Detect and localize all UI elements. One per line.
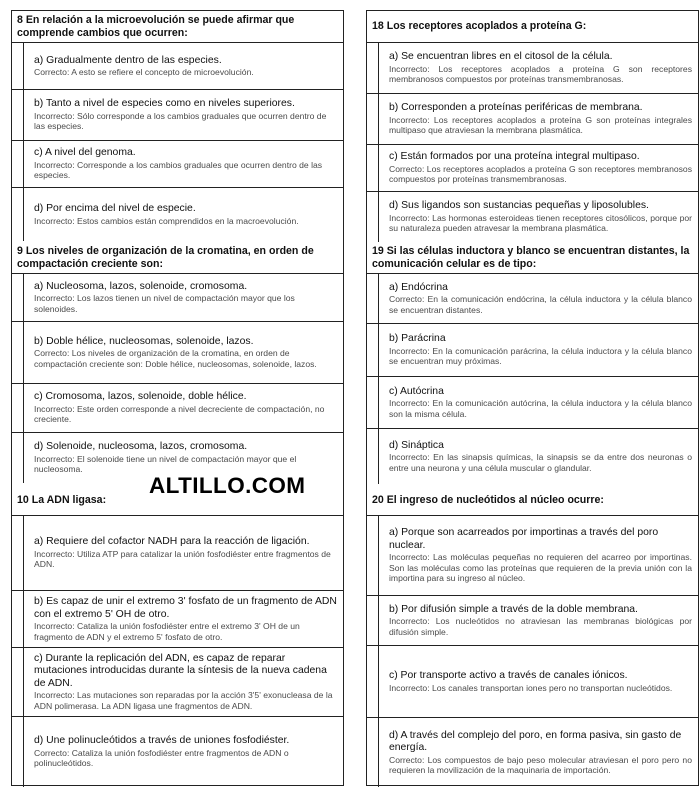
answer-option[interactable]: [12, 384, 343, 433]
option-feedback: Correcto: Los compuestos de bajo peso molecular atraviesan el poro pero no requieren la movilización de la maquinaria de importación.: [389, 754, 692, 776]
option-text: c) Están formados por una proteína integral multipaso.: [389, 151, 640, 163]
right-column: [366, 10, 699, 786]
option-feedback: Correcto: En la comunicación endócrina, la célula inductora y la célula blanco se encuentran distantes.: [389, 294, 692, 315]
option-feedback: Incorrecto: Estos cambios están comprendidos en la macroevolución.: [34, 215, 299, 226]
option-feedback: Incorrecto: En la comunicación parácrina, la célula inductora y la célula blanco se encuentran muy próximas.: [389, 345, 692, 367]
option-feedback: Incorrecto: Utiliza ATP para catalizar la unión fosfodiéster entre fragmentos de ADN.: [34, 548, 331, 570]
question-title: 9 Los niveles de organización de la cromatina, en orden de compactación creciente son:: [12, 242, 343, 274]
option-text: a) Nucleosoma, lazos, solenoide, cromosoma.: [34, 280, 248, 292]
option-feedback: Incorrecto: Los receptores acoplados a proteína G son receptores membranosos compuestos por proteínas transmembranosas.: [389, 63, 692, 85]
question-10: [12, 484, 343, 787]
answer-option[interactable]: [12, 90, 343, 141]
answer-option[interactable]: [367, 646, 698, 718]
option-text: b) Corresponden a proteínas periféricas de membrana.: [389, 102, 643, 114]
option-text: c) Por transporte activo a través de canales iónicos.: [389, 670, 628, 681]
option-feedback: Incorrecto: Los receptores acoplados a proteína G son proteínas integrales multipaso que atraviesan la membrana plasmática.: [389, 114, 692, 136]
option-feedback: Incorrecto: En las sinapsis químicas, la sinapsis se da entre dos neuronas o entre una neurona y una célula muscular o glandular.: [389, 452, 692, 473]
answer-option[interactable]: [367, 274, 698, 324]
answer-option[interactable]: [367, 43, 698, 94]
answer-option[interactable]: [12, 141, 343, 188]
option-feedback: Incorrecto: Los canales transportan iones pero no transportan nucleótidos.: [389, 682, 673, 693]
option-feedback: Correcto: Los niveles de organización de la cromatina, en orden de compactación creciente son: Doble hélice, nucleosomas, solenoide, lazos.: [34, 348, 317, 369]
option-text: b) Parácrina: [389, 333, 446, 345]
answer-option[interactable]: [367, 596, 698, 646]
option-text: b) Por difusión simple a través de la doble membrana.: [389, 603, 638, 615]
option-text: b) Es capaz de unir el extremo 3' fosfato de un fragmento de ADN con el extremo 5' OH de otro.: [34, 596, 337, 620]
option-text: c) Durante la replicación del ADN, es capaz de reparar mutaciones introducidas durante la síntesis de la nueva cadena de ADN.: [34, 652, 327, 689]
option-feedback: Incorrecto: Cataliza la unión fosfodiéster entre el extremo 3' OH de un fragmento de ADN y el extremo 5' fosfato de otro.: [34, 621, 300, 642]
answer-option[interactable]: [367, 377, 698, 429]
question-title: 19 Si las células inductora y blanco se encuentran distantes, la comunicación celular es de tipo:: [367, 242, 698, 274]
option-text: a) Gradualmente dentro de las especies.: [34, 54, 222, 66]
option-feedback: Incorrecto: El solenoide tiene un nivel de compactación mayor que el nucleosoma.: [34, 453, 297, 475]
answer-option[interactable]: [367, 516, 698, 596]
option-text: a) Se encuentran libres en el citosol de la célula.: [389, 51, 613, 63]
option-text: a) Requiere del cofactor NADH para la reacción de ligación.: [34, 536, 310, 548]
question-20: [367, 484, 698, 787]
option-text: b) Doble hélice, nucleosomas, solenoide, lazos.: [34, 335, 254, 347]
answer-option[interactable]: [12, 648, 343, 717]
option-text: d) Solenoide, nucleosoma, lazos, cromosoma.: [34, 441, 248, 453]
option-feedback: Incorrecto: En la comunicación autócrina, la célula inductora y la célula blanco son la misma célula.: [389, 398, 692, 419]
answer-option[interactable]: [12, 188, 343, 241]
option-feedback: Correcto: A esto se refiere el concepto de microevolución.: [34, 67, 254, 78]
answer-option[interactable]: [367, 324, 698, 377]
answer-option[interactable]: [12, 516, 343, 591]
option-text: d) A través del complejo del poro, en forma pasiva, sin gasto de energía.: [389, 729, 682, 754]
question-8: [12, 11, 343, 243]
option-text: c) Cromosoma, lazos, solenoide, doble hélice.: [34, 391, 247, 403]
answer-option[interactable]: [367, 145, 698, 192]
question-title: 8 En relación a la microevolución se puede afirmar que comprende cambios que ocurren:: [12, 11, 343, 43]
answer-option[interactable]: [367, 192, 698, 242]
answer-option[interactable]: [367, 429, 698, 484]
option-feedback: Correcto: Cataliza la unión fosfodiéster entre fragmentos de ADN o polinucleótidos.: [34, 747, 289, 769]
option-text: b) Tanto a nivel de especies como en niveles superiores.: [34, 98, 295, 110]
option-feedback: Incorrecto: Sólo corresponde a los cambios graduales que ocurren dentro de las especies.: [34, 110, 327, 132]
left-column: [11, 10, 344, 786]
question-title: 18 Los receptores acoplados a proteína G:: [367, 11, 698, 43]
option-text: c) A nivel del genoma.: [34, 147, 136, 159]
question-19: [367, 242, 698, 485]
answer-option[interactable]: [367, 94, 698, 145]
watermark: ALTILLO.COM: [149, 473, 306, 498]
option-feedback: Incorrecto: Las mutaciones son reparadas por la acción 3'5' exonucleasa de la ADN polimerasa. La ADN ligasa une fragmentos de ADN.: [34, 690, 333, 711]
answer-option[interactable]: [12, 717, 343, 787]
option-feedback: Incorrecto: Las moléculas pequeñas no requieren del acarreo por importinas. Son las moléculas como las proteínas que requieren de la previa unión con la importina para su ingreso al núcleo.: [389, 552, 692, 584]
question-9: [12, 242, 343, 485]
question-title: 10 La ADN ligasa:: [12, 484, 343, 516]
option-feedback: Incorrecto: Los lazos tienen un nivel de compactación mayor que los solenoides.: [34, 293, 295, 314]
option-feedback: Incorrecto: Las hormonas esteroideas tienen receptores citosólicos, porque por su naturaleza pueden atravesar la membrana plasmática.: [389, 212, 692, 234]
option-text: d) Une polinucleótidos a través de uniones fosfodiéster.: [34, 735, 290, 747]
option-feedback: Incorrecto: Este orden corresponde a nivel decreciente de compactación, no creciente.: [34, 403, 325, 425]
option-text: a) Endócrina: [389, 281, 448, 293]
answer-option[interactable]: [12, 591, 343, 648]
option-text: d) Sináptica: [389, 439, 444, 451]
option-feedback: Correcto: Los receptores acoplados a proteína G son receptores membranosos compuestos por proteínas transmembranosas.: [389, 163, 692, 185]
option-text: c) Autócrina: [389, 385, 444, 397]
answer-option[interactable]: [12, 322, 343, 384]
option-text: a) Porque son acarreados por importinas a través del poro nuclear.: [389, 527, 659, 551]
option-text: d) Sus ligandos son sustancias pequeñas y liposolubles.: [389, 200, 649, 212]
option-text: d) Por encima del nivel de especie.: [34, 203, 196, 214]
option-feedback: Incorrecto: Corresponde a los cambios graduales que ocurren dentro de las especies.: [34, 159, 323, 181]
option-feedback: Incorrecto: Los nucleótidos no atraviesan las membranas biológicas por difusión simple.: [389, 616, 692, 637]
answer-option[interactable]: [12, 274, 343, 322]
question-title: 20 El ingreso de nucleótidos al núcleo ocurre:: [367, 484, 698, 516]
question-18: [367, 11, 698, 243]
answer-option[interactable]: [12, 43, 343, 90]
answer-option[interactable]: [367, 718, 698, 787]
